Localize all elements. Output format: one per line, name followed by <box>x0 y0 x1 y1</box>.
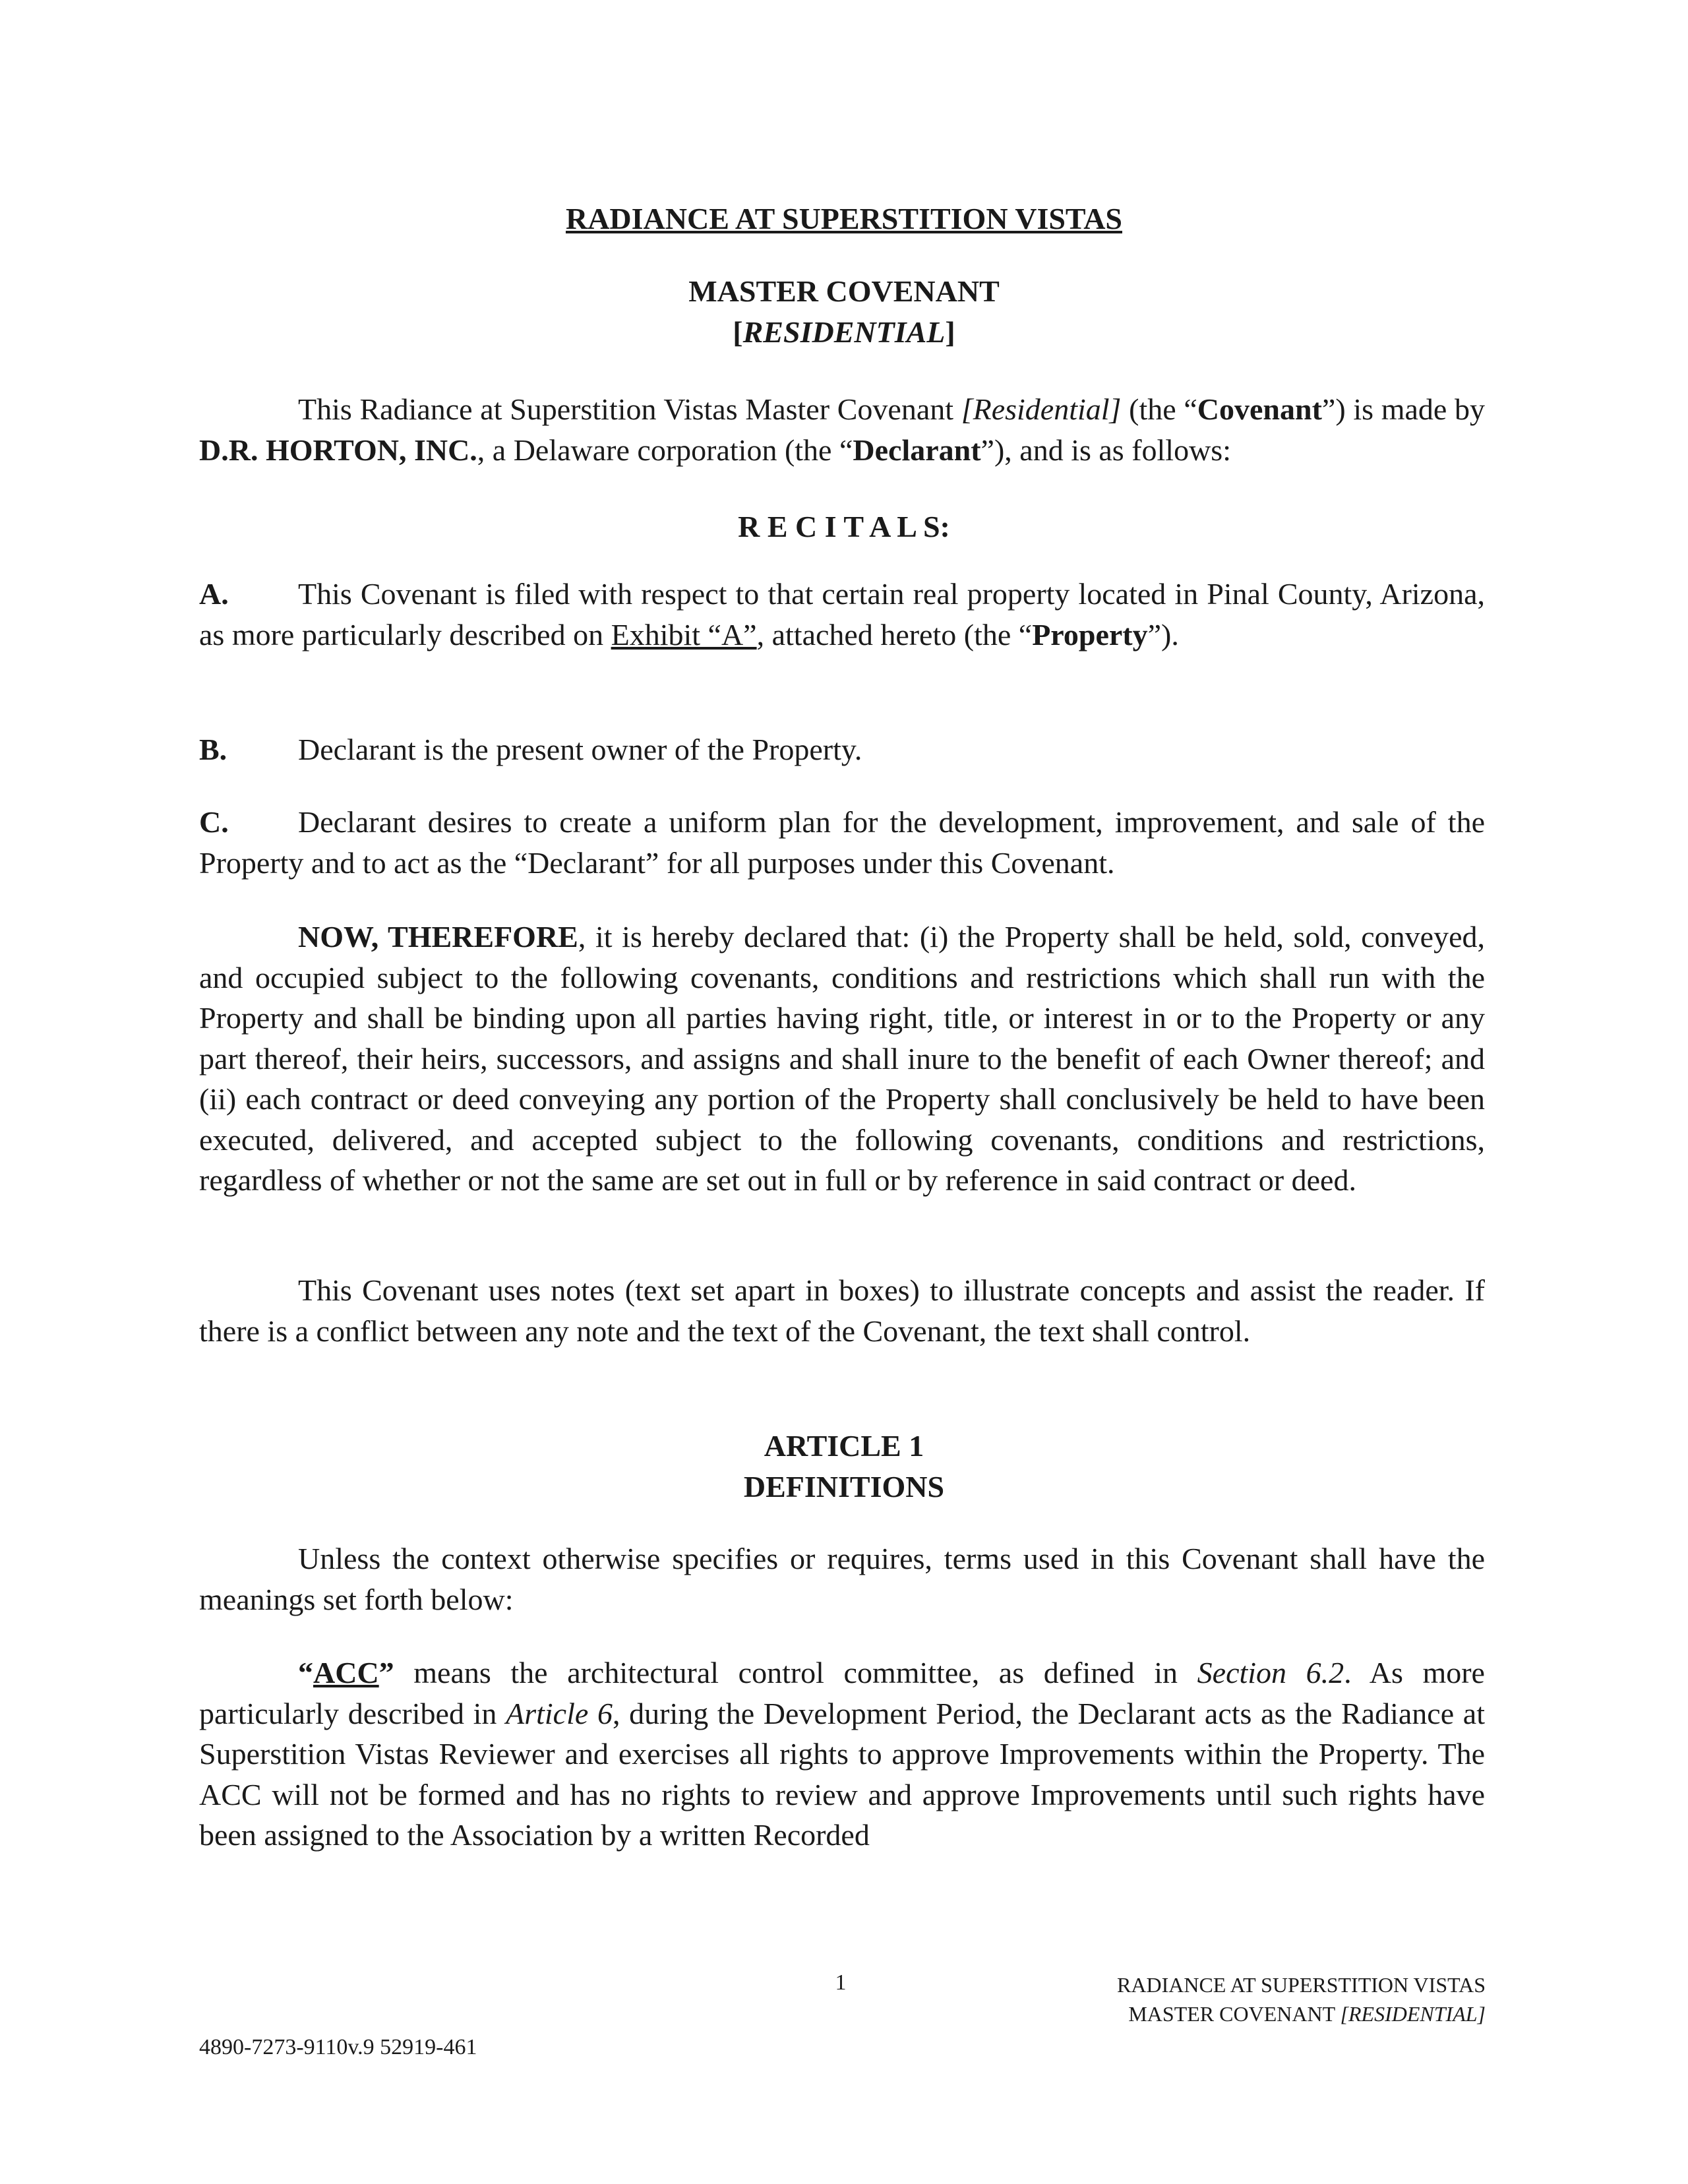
article-title: DEFINITIONS <box>743 1470 945 1503</box>
recital-a: A. This Covenant is filed with respect to that certain real property located in Pinal County, Arizona, as more particularly described on Exhibit “A”, attached hereto (the “Property”). <box>199 574 1485 655</box>
footer-running-title: RADIANCE AT SUPERSTITION VISTAS MASTER COVENANT [RESIDENTIAL] <box>1117 1973 1486 2026</box>
recital-c: C. Declarant desires to create a uniform plan for the development, improvement, and sale of the Property and to act as the “Declarant” for all purposes under this Covenant. <box>199 802 1485 883</box>
document-subtitle: MASTER COVENANT <box>688 274 1000 308</box>
recitals-heading: R E C I T A L S: <box>738 510 950 543</box>
acc-definition: “ACC” means the architectural control committee, as defined in Section 6.2. As more particularly described in Article 6, during the Development Period, the Declarant acts as the Radiance at Superstition Vistas Reviewer and exercises all rights to approve Improvements within the Property. The ACC will not be formed and has no rights to review and approve Improvements until such rights have been assigned to the Association by a written Recorded <box>199 1656 1485 1852</box>
document-title: RADIANCE AT SUPERSTITION VISTAS <box>565 202 1122 235</box>
document-id: 4890-7273-9110v.9 52919-461 <box>199 2035 477 2059</box>
acc-term: ACC <box>313 1656 379 1689</box>
recital-c-label: C. <box>199 805 229 839</box>
recital-b-label: B. <box>199 733 227 766</box>
recital-a-label: A. <box>199 577 229 611</box>
intro-paragraph: This Radiance at Superstition Vistas Master Covenant [Residential] (the “Covenant”) is made by D.R. HORTON, INC., a Delaware corporation (the “Declarant”), and is as follows: <box>199 392 1485 467</box>
definitions-intro: Unless the context otherwise specifies or requires, terms used in this Covenant shall have the meanings set forth below: <box>199 1542 1485 1616</box>
recital-b: B. Declarant is the present owner of the Property. <box>199 729 1485 770</box>
article-number: ARTICLE 1 <box>764 1429 924 1463</box>
now-therefore-paragraph: NOW, THEREFORE, it is hereby declared that: (i) the Property shall be held, sold, conveyed, and occupied subject to the following covenants, conditions and restrictions which shall run with the Property and shall be binding upon all parties having right, title, or interest in or to the Property or any part thereof, their heirs, successors, and assigns and shall inure to the benefit of each Owner thereof; and (ii) each contract or deed conveying any portion of the Property shall conclusively be held to have been executed, delivered, and accepted subject to the following covenants, conditions and restrictions, regardless of whether or not the same are set out in full or by reference in said contract or deed. <box>199 920 1485 1197</box>
notes-paragraph: This Covenant uses notes (text set apart in boxes) to illustrate concepts and assist the reader. If there is a conflict between any note and the text of the Covenant, the text shall control. <box>199 1273 1485 1348</box>
document-subtitle-residential: [RESIDENTIAL] <box>733 315 955 349</box>
page-number: 1 <box>835 1970 847 1995</box>
